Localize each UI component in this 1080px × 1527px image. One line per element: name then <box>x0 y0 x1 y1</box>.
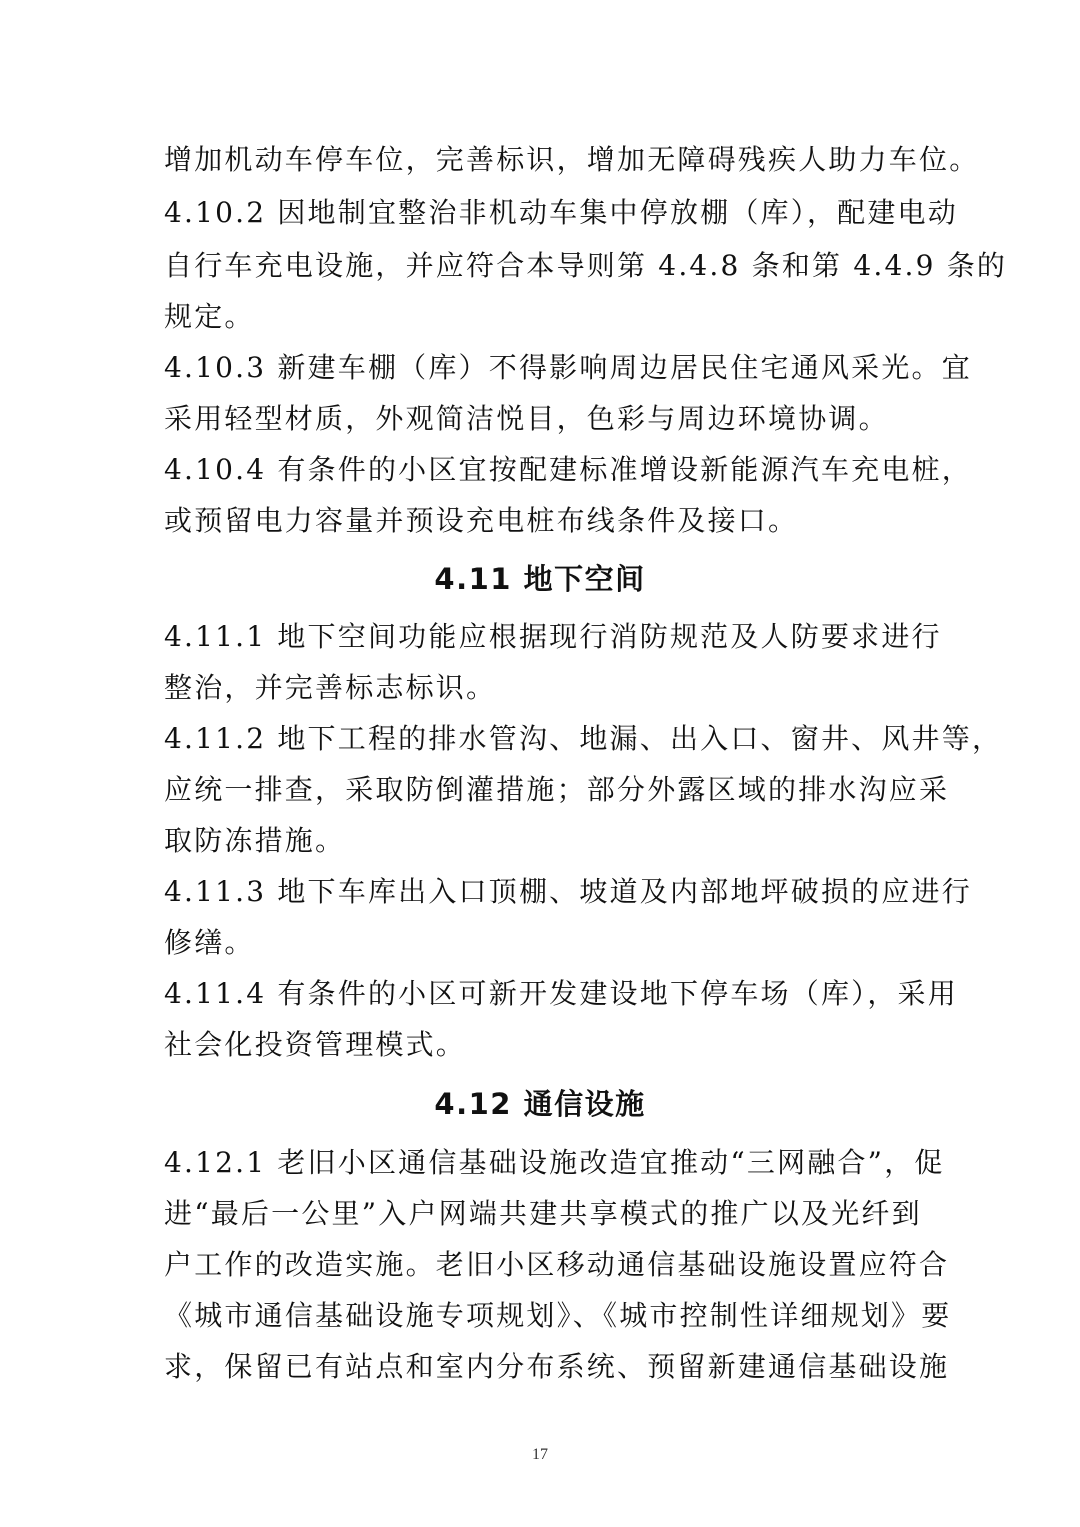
section-heading-4-12: 4.12 通信设施 <box>434 1087 646 1121</box>
page-number: 17 <box>532 1446 548 1463</box>
clause-4-10-2: 4.10.2 因地制宜整治非机动车集中停放棚（库），配建电动 <box>164 196 958 229</box>
clause-4-11-2: 4.11.2 地下工程的排水管沟、地漏、出入口、窗井、风井等， <box>164 722 1003 755</box>
body-line: 《城市通信基础设施专项规划》、《城市控制性详细规划》要 <box>164 1299 952 1332</box>
body-line: 求，保留已有站点和室内分布系统、预留新建通信基础设施 <box>164 1350 950 1383</box>
body-line: 户工作的改造实施。老旧小区移动通信基础设施设置应符合 <box>164 1248 950 1281</box>
body-line: 采用轻型材质，外观简洁悦目，色彩与周边环境协调。 <box>164 402 889 435</box>
body-line: 进“最后一公里”入户网端共建共享模式的推广以及光纤到 <box>164 1197 922 1230</box>
clause-4-11-3: 4.11.3 地下车库出入口顶棚、坡道及内部地坪破损的应进行 <box>164 875 972 908</box>
body-line: 取防冻措施。 <box>164 824 346 857</box>
clause-4-10-4: 4.10.4 有条件的小区宜按配建标准增设新能源汽车充电桩， <box>164 453 972 486</box>
body-line: 自行车充电设施，并应符合本导则第 4.4.8 条和第 4.4.9 条的 <box>164 249 1008 282</box>
body-line: 规定。 <box>164 300 255 333</box>
body-line: 社会化投资管理模式。 <box>164 1028 467 1061</box>
clause-4-10-3: 4.10.3 新建车棚（库）不得影响周边居民住宅通风采光。宜 <box>164 351 972 384</box>
body-line: 或预留电力容量并预设充电桩布线条件及接口。 <box>164 504 799 537</box>
clause-4-11-4: 4.11.4 有条件的小区可新开发建设地下停车场（库），采用 <box>164 977 958 1010</box>
body-line: 增加机动车停车位，完善标识，增加无障碍残疾人助力车位。 <box>164 143 980 176</box>
body-line: 修缮。 <box>164 926 255 959</box>
body-line: 应统一排查，采取防倒灌措施；部分外露区域的排水沟应采 <box>164 773 950 806</box>
section-heading-4-11: 4.11 地下空间 <box>434 562 646 596</box>
body-line: 整治，并完善标志标识。 <box>164 671 497 704</box>
clause-4-11-1: 4.11.1 地下空间功能应根据现行消防规范及人防要求进行 <box>164 620 942 653</box>
clause-4-12-1: 4.12.1 老旧小区通信基础设施改造宜推动“三网融合”，促 <box>164 1146 945 1179</box>
